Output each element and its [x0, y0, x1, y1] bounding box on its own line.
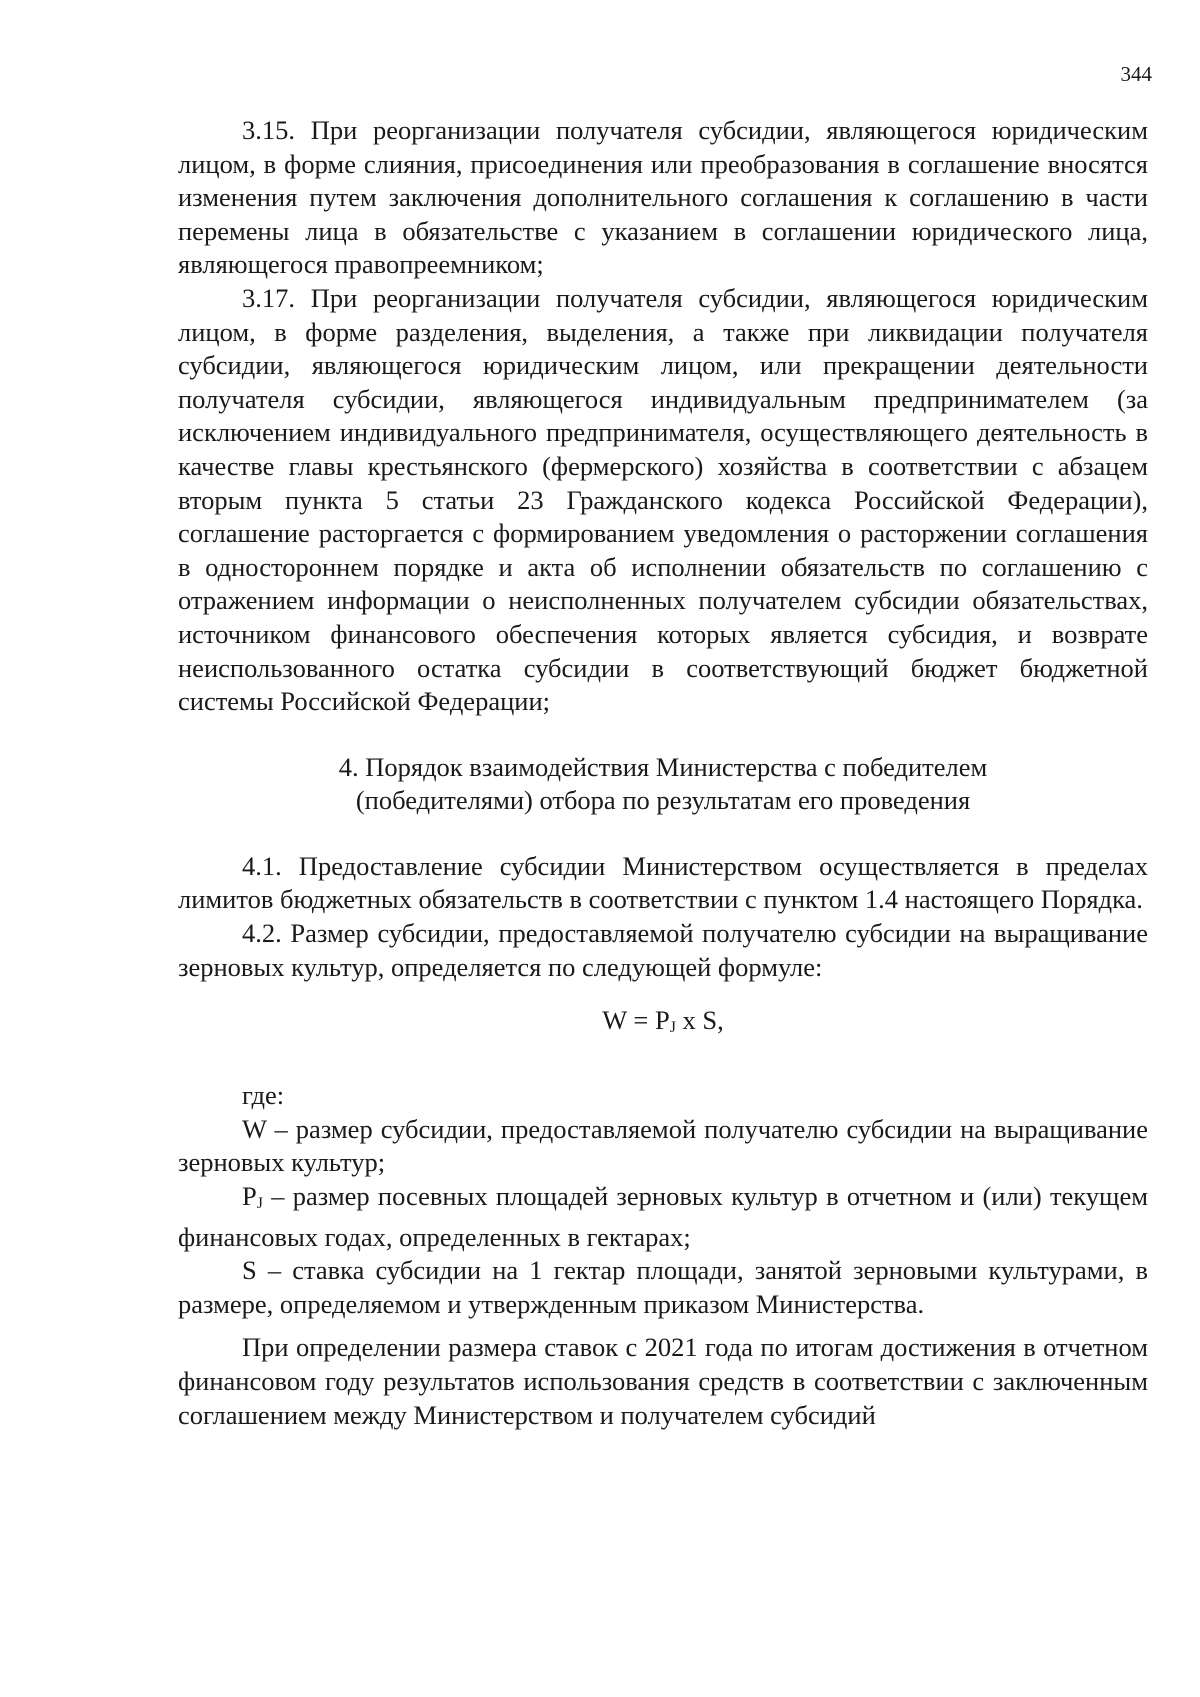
definition-pj-symbol: P	[242, 1180, 257, 1211]
formula-subscript: J	[669, 1019, 676, 1037]
page-number: 344	[1120, 62, 1152, 86]
definition-pj-subscript: J	[256, 1194, 263, 1212]
paragraph-4-2: 4.2. Размер субсидии, предоставляемой получателю субсидии на выращивание зерновых культур, определяется по следующей формуле:	[178, 918, 1148, 982]
definition-s: S – ставка субсидии на 1 гектар площади, занятой зерновыми культурами, в размере, определяемом и утвержденным приказом Министерства.	[178, 1255, 1148, 1319]
section-4-heading	[178, 751, 1148, 818]
formula-lhs: W = P	[602, 1005, 670, 1036]
paragraph-3-17: 3.17. При реорганизации получателя субсидии, являющегося юридическим лицом, в форме разделения, выделения, а также при ликвидации получателя субсидии, являющегося юридическим лицом, или прекращении деятельности получателя субсидии, являющегося индивидуальным предпринимателем (за исключением индивидуального предпринимателя, осуществляющего деятельность в качестве главы крестьянского (фермерского) хозяйства в соответствии с абзацем вторым пункта 5 статьи 23 Гражданского кодекса Российской Федерации), соглашение расторгается с формированием уведомления о расторжении соглашения в одностороннем порядке и акта об исполнении обязательств по соглашению с отражением информации о неисполненных получателем субсидии обязательствах, источником финансового обеспечения которых является субсидия, и возврате неиспользованного остатка субсидии в соответствующий бюджет бюджетной системы Российской Федерации;	[178, 282, 1148, 717]
document-body	[178, 114, 1148, 1432]
final-paragraph: При определении размера ставок с 2021 года по итогам достижения в отчетном финансовом году результатов использования средств в соответствии с заключенным соглашением между Министерством и получателем субсидий	[178, 1332, 1148, 1430]
where-label: где:	[242, 1080, 285, 1111]
section-4-heading-line-2: (победителями) отбора по результатам его проведения	[355, 785, 971, 816]
definition-w: W – размер субсидии, предоставляемой получателю субсидии на выращивание зерновых культур;	[178, 1113, 1148, 1178]
subsidy-formula	[178, 1004, 1148, 1045]
definition-pj-text: – размер посевных площадей зерновых культур в отчетном и (или) текущем финансовых годах, определенных в гектарах;	[178, 1180, 1148, 1252]
section-4-heading-line-1: 4. Порядок взаимодействия Министерства с победителем	[338, 751, 988, 782]
definition-pj	[178, 1180, 1148, 1254]
paragraph-4-1: 4.1. Предоставление субсидии Министерством осуществляется в пределах лимитов бюджетных обязательств в соответствии с пунктом 1.4 настоящего Порядка.	[178, 850, 1148, 915]
formula-rhs: x S,	[675, 1005, 724, 1036]
paragraph-3-15: 3.15. При реорганизации получателя субсидии, являющегося юридическим лицом, в форме слияния, присоединения или преобразования в соглашение вносятся изменения путем заключения дополнительного соглашения к соглашению в части перемены лица в обязательстве с указанием в соглашении юридического лица, являющегося правопреемником;	[178, 115, 1148, 280]
